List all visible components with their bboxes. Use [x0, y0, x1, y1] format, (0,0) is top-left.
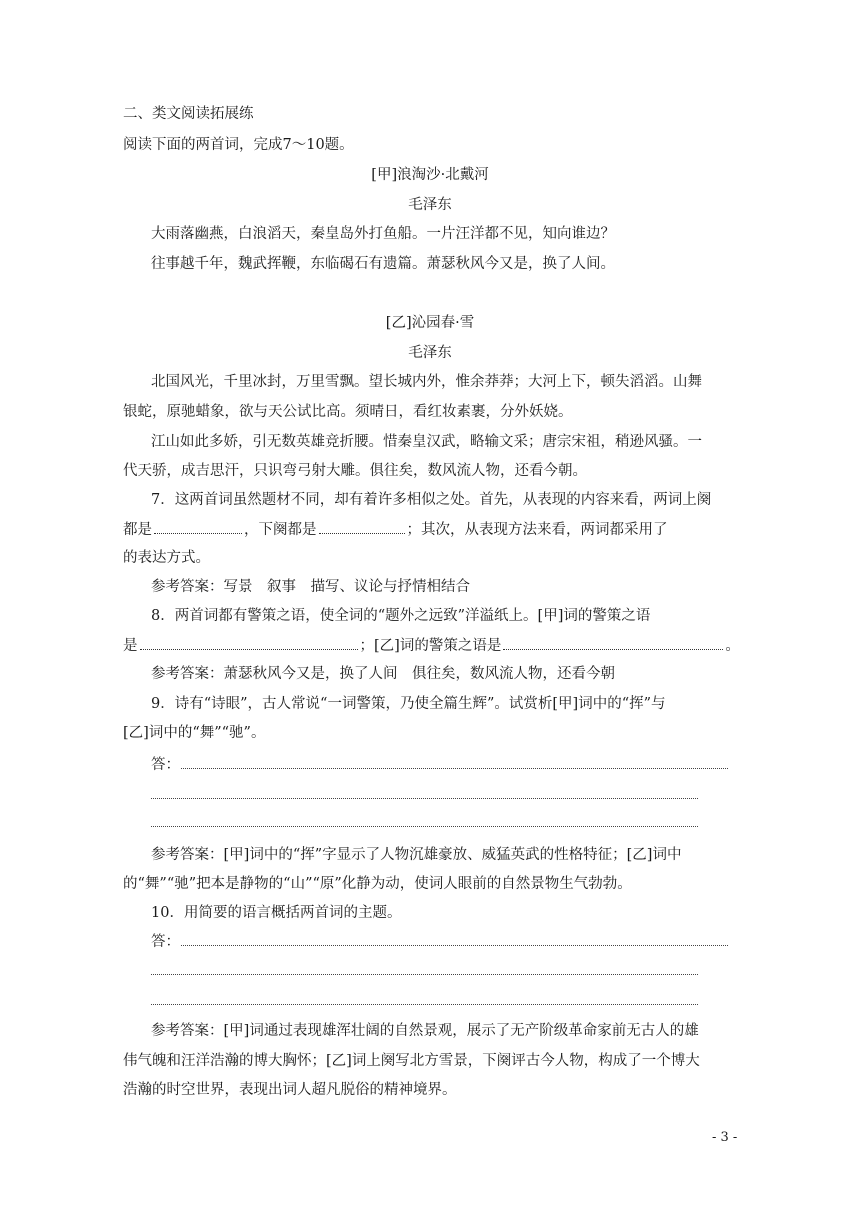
poem-b-author: 毛泽东 [408, 345, 452, 361]
question-9-text: [乙]词中的“舞”“驰”。 [123, 725, 266, 741]
question-8-text: ；[乙]词的警策之语是 [359, 638, 502, 654]
answer-line[interactable] [151, 1004, 698, 1005]
section-title: 二、类文阅读拓展练 [123, 106, 254, 122]
poem-b-line: 代天骄，成吉思汗，只识弯弓射大雕。俱往矣，数风流人物，还看今朝。 [123, 463, 587, 479]
poem-a-line: 往事越千年，魏武挥鞭，东临碣石有遗篇。萧瑟秋风今又是，换了人间。 [151, 256, 615, 272]
answer-line[interactable] [181, 945, 728, 946]
answer-label: 答： [151, 934, 180, 950]
instruction-text: 阅读下面的两首词，完成7～10题。 [123, 137, 354, 153]
page-number: - 3 - [712, 1130, 738, 1145]
answer-line[interactable] [181, 768, 728, 769]
question-9-text: 9．诗有“诗眼”，古人常说“一词警策，乃使全篇生辉”。试赏析[甲]词中的“挥”与 [151, 696, 666, 712]
question-10-answer: 浩瀚的时空世界，表现出词人超凡脱俗的精神境界。 [123, 1082, 457, 1098]
question-10-answer: 伟气魄和汪洋浩瀚的博大胸怀；[乙]词上阕写北方雪景，下阕评古今人物，构成了一个博大 [123, 1053, 700, 1069]
question-7-text: ；其次，从表现方法来看，两词都采用了 [406, 522, 668, 538]
poem-b-line: 银蛇，原驰蜡象，欲与天公试比高。须晴日，看红妆素裹，分外妖娆。 [123, 404, 573, 420]
question-10-answer: 参考答案：[甲]词通过表现雄浑壮阔的自然景观，展示了无产阶级革命家前无古人的雄 [151, 1023, 699, 1039]
answer-line[interactable] [151, 826, 698, 827]
question-7-text: ，下阕都是 [244, 522, 317, 538]
fill-blank[interactable] [503, 635, 723, 650]
poem-a-title: [甲]浪淘沙·北戴河 [371, 167, 489, 183]
fill-blank[interactable] [140, 635, 358, 650]
poem-b-title: [乙]沁园春·雪 [385, 315, 475, 331]
answer-line[interactable] [151, 974, 698, 975]
answer-line[interactable] [151, 798, 698, 799]
question-8-text: 是 [123, 638, 138, 654]
question-9-answer: 的“舞”“驰”把本是静物的“山”“原”化静为动，使词人眼前的自然景物生气勃勃。 [123, 876, 632, 892]
question-8-text: 。 [725, 638, 740, 654]
poem-a-author: 毛泽东 [408, 197, 452, 213]
question-7-text: 的表达方式。 [123, 550, 210, 566]
question-7-answer: 参考答案：写景 叙事 描写、议论与抒情相结合 [151, 579, 470, 595]
poem-b-line: 江山如此多娇，引无数英雄竞折腰。惜秦皇汉武，略输文采；唐宗宋祖，稍逊风骚。一 [151, 434, 702, 450]
answer-label: 答： [151, 757, 180, 773]
poem-b-line: 北国风光，千里冰封，万里雪飘。望长城内外，惟余莽莽；大河上下，顿失滔滔。山舞 [151, 374, 702, 390]
question-8-line2 [123, 635, 740, 656]
question-8-text: 8．两首词都有警策之语，使全词的“题外之远致”洋溢纸上。[甲]词的警策之语 [151, 608, 651, 624]
fill-blank[interactable] [154, 519, 242, 534]
fill-blank[interactable] [319, 519, 405, 534]
question-7-text: 都是 [123, 522, 152, 538]
poem-a-line: 大雨落幽燕，白浪滔天，秦皇岛外打鱼船。一片汪洋都不见，知向谁边？ [151, 226, 615, 242]
question-7-text: 7．这两首词虽然题材不同，却有着许多相似之处。首先，从表现的内容来看，两词上阕 [151, 492, 712, 508]
question-10-text: 10．用简要的语言概括两首词的主题。 [151, 905, 402, 921]
question-8-answer: 参考答案：萧瑟秋风今又是，换了人间 俱往矣，数风流人物，还看今朝 [151, 666, 615, 682]
question-7-line2 [123, 519, 668, 540]
question-9-answer: 参考答案：[甲]词中的“挥”字显示了人物沉雄豪放、威猛英武的性格特征；[乙]词中 [151, 847, 682, 863]
